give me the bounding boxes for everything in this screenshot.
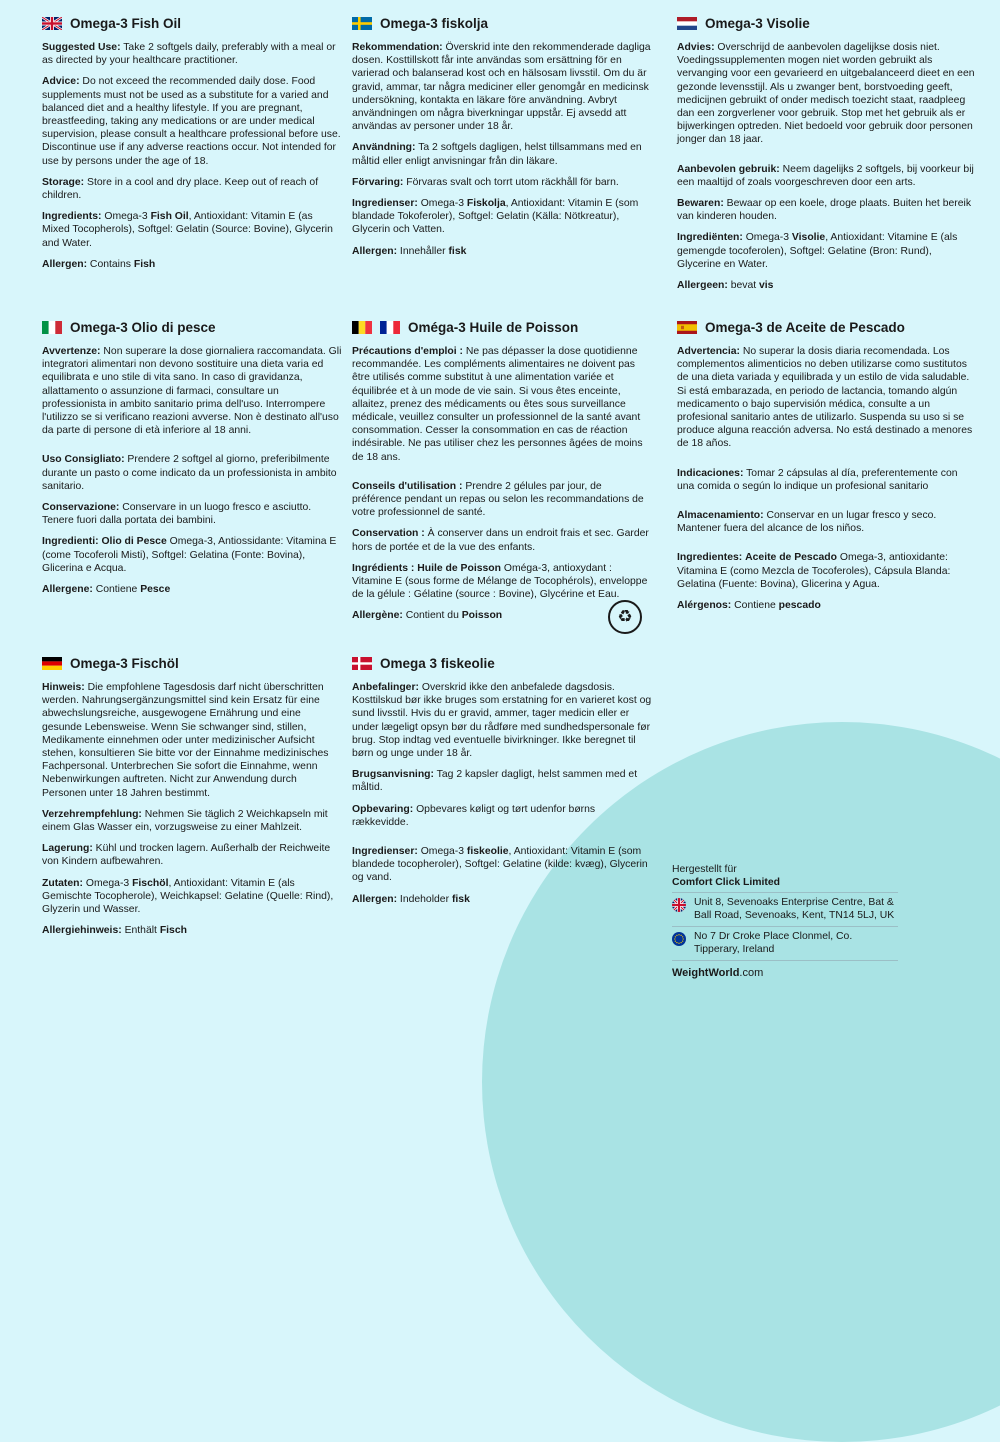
paragraph-text: Prendere 2 softgel al giorno, preferibilmente durante un pasto o come indicato da un professionista in ambito sanitario.	[42, 454, 337, 492]
paragraph-highlight: vis	[759, 280, 774, 292]
info-paragraph	[42, 842, 342, 868]
section-title	[352, 656, 652, 671]
section-title	[352, 16, 652, 31]
paragraph-highlight: Olio di Pesce	[101, 536, 167, 548]
spacer	[352, 472, 652, 480]
section-title-text: Omega-3 Olio di pesce	[70, 320, 216, 335]
section-en	[42, 16, 342, 279]
paragraph-text: No superar la dosis diaria recomendada. Los complementos alimenticios no deben utilizarse como sustitutos de una dieta variada y equilibrada y un estilo de vida saludable. Si está embarazada, en periodo de lactancia, tomando algún medicamento o bajo supervisión médica, consulte a un profesional sanitario antes de utilizarlo. Suspenda su uso si se produce alguna reacción adversa. No está destinado a menores de 18 años.	[677, 346, 973, 450]
paragraph-text: Nehmen Sie täglich 2 Weichkapseln mit einem Glas Wasser ein, vorzugsweise zu einer Mahlzeit.	[42, 808, 328, 834]
paragraph-prefix: Innehåller	[397, 245, 449, 257]
paragraph-text: Prendre 2 gélules par jour, de préférence pendant un repas ou selon les recommandations de votre professionnel de santé.	[352, 480, 644, 519]
paragraph-label: Allergiehinweis:	[42, 925, 122, 937]
paragraph-label: Conservation :	[352, 528, 425, 540]
paragraph-text: Tomar 2 cápsulas al día, preferentemente con una comida o según lo indique un profesional sanitario	[677, 467, 958, 492]
address-uk: Unit 8, Sevenoaks Enterprise Centre, Bat & Ball Road, Sevenoaks, Kent, TN14 5LJ, UK	[694, 897, 895, 921]
info-paragraph	[42, 41, 342, 67]
spain-flag-icon	[677, 321, 697, 334]
section-title	[42, 320, 342, 335]
section-title-text: Oméga-3 Huile de Poisson	[408, 320, 579, 335]
paragraph-label: Lagerung:	[42, 843, 93, 855]
paragraph-text: , Antioxidant: Vitamin E (som blandede tocopheroler), Softgel: Gelatine (kilde: kvæg), Glycerin og vand.	[352, 846, 648, 884]
info-paragraph	[42, 258, 342, 271]
denmark-flag-icon	[352, 657, 372, 670]
paragraph-label: Förvaring:	[352, 176, 404, 188]
paragraph-label: Allergène:	[352, 610, 403, 622]
italy-flag-icon	[42, 321, 62, 334]
paragraph-text: Omega-3, antioxidante: Vitamina E (como Mezcla de Tocoferoles), Cápsula Blanda: Gelatina (Fuente: Bovina), Glicerina y Agua.	[677, 552, 951, 590]
info-paragraph	[352, 527, 652, 553]
paragraph-text: Conservare in un luogo fresco e asciutto. Tenere fuori dalla portata dei bambini.	[42, 502, 312, 527]
paragraph-label: Advies:	[677, 42, 715, 53]
section-fr	[352, 320, 652, 631]
paragraph-label: Indicaciones:	[677, 467, 744, 479]
paragraph-prefix: Omega-3	[417, 846, 467, 858]
info-paragraph	[352, 768, 652, 794]
paragraph-label: Ingredienser:	[352, 846, 418, 858]
website-brand: WeightWorld	[672, 967, 740, 979]
paragraph-label: Ingrédients :	[352, 562, 415, 574]
spacer	[42, 445, 342, 453]
paragraph-label: Ingredienti:	[42, 536, 99, 548]
info-paragraph	[42, 535, 342, 575]
section-title-text: Omega-3 Fischöl	[70, 656, 179, 671]
section-title	[352, 320, 652, 335]
info-paragraph	[42, 210, 342, 250]
address-ie: No 7 Dr Croke Place Clonmel, Co. Tipperary, Ireland	[694, 931, 853, 955]
section-it	[42, 320, 342, 604]
manufacturer-block	[672, 864, 898, 980]
info-paragraph	[352, 245, 652, 258]
info-paragraph	[677, 163, 977, 189]
address-uk-row	[672, 893, 898, 927]
info-paragraph	[42, 924, 342, 937]
info-paragraph	[42, 501, 342, 527]
netherlands-flag-icon	[677, 17, 697, 30]
paragraph-highlight: Fiskolja	[466, 198, 506, 210]
section-title	[677, 16, 977, 31]
paragraph-label: Conservazione:	[42, 502, 120, 514]
paragraph-highlight: Pesce	[140, 584, 171, 596]
info-paragraph	[677, 279, 977, 292]
paragraph-text: Overschrijd de aanbevolen dagelijkse dosis niet. Voedingssupplementen mogen niet worden gebruikt als vervanging voor een gevarieerd en uitgebalanceerd dieet en een gezonde levensstijl. Als u zwanger bent, borstvoeding geeft, medicijnen gebruikt of onder medisch toezicht staat, raadpleeg dan een zorgverlener voor gebruik. Stop met het gebruik als er bijwerkingen optreden. Niet bedoeld voor gebruik door personen jonger dan 18 jaar.	[677, 42, 975, 146]
paragraph-text: À conserver dans un endroit frais et sec. Garder hors de portée et de la vue des enfants.	[352, 528, 649, 553]
paragraph-text: Omega-3, Antiossidante: Vitamina E (come Tocoferoli Misti), Softgel: Gelatina (Fonte: Bovina), Glicerina e Acqua.	[42, 536, 337, 574]
section-sv	[352, 16, 652, 266]
paragraph-prefix: Enthält	[121, 925, 160, 937]
section-title-text: Omega-3 Fish Oil	[70, 16, 182, 31]
paragraph-text: Take 2 softgels daily, preferably with a meal or as directed by your healthcare practitioner.	[42, 42, 336, 67]
info-paragraph	[42, 681, 342, 800]
section-title-text: Omega-3 de Aceite de Pescado	[705, 320, 905, 335]
paragraph-highlight: Visolie	[791, 232, 826, 244]
paragraph-label: Advice:	[42, 76, 80, 88]
paragraph-text: Neem dagelijks 2 softgels, bij voorkeur bij een maaltijd of zoals voorgeschreven door een arts.	[677, 163, 974, 188]
paragraph-label: Allergeen:	[677, 280, 728, 292]
paragraph-label: Advertencia:	[677, 346, 740, 357]
paragraph-highlight: Huile de Poisson	[417, 562, 501, 574]
info-paragraph	[42, 583, 342, 596]
info-paragraph	[677, 231, 977, 271]
paragraph-highlight: Fisch	[159, 925, 187, 937]
spacer	[677, 155, 977, 163]
paragraph-label: Conseils d'utilisation :	[352, 480, 463, 492]
paragraph-label: Verzehrempfehlung:	[42, 808, 142, 820]
paragraph-text: , Antioxidant: Vitamin E (som blandade Tokoferoler), Softgel: Gelatin (Källa: Nötkreatur), Glycerin och Vatten.	[352, 198, 639, 236]
paragraph-prefix: bevat	[727, 280, 760, 292]
info-paragraph	[677, 467, 977, 493]
info-paragraph	[352, 141, 652, 167]
paragraph-label: Rekommendation:	[352, 42, 443, 53]
paragraph-highlight: fiskeolie	[466, 846, 509, 858]
info-paragraph	[352, 41, 652, 133]
paragraph-label: Almacenamiento:	[677, 510, 764, 522]
paragraph-text: Do not exceed the recommended daily dose. Food supplements must not be used as a substitute for a varied and balanced diet and a healthy lifestyle. If you are pregnant, breastfeeding, taking any medications or are under medical supervision, please consult a healthcare professional before use. Discontinue use if any adverse reactions occur. Not intended for use by persons under the age of 18.	[42, 76, 341, 167]
paragraph-label: Storage:	[42, 176, 85, 188]
made-for-label: Hergestellt für	[672, 864, 737, 875]
info-paragraph	[42, 808, 342, 834]
paragraph-label: Allergen:	[352, 245, 398, 257]
info-paragraph	[352, 197, 652, 237]
paragraph-prefix: Contains	[87, 258, 134, 270]
paragraph-text: Kühl und trocken lagern. Außerhalb der Reichweite von Kindern aufbewahren.	[42, 843, 331, 868]
paragraph-highlight: fisk	[451, 893, 470, 905]
spacer	[677, 459, 977, 467]
info-paragraph	[42, 176, 342, 202]
paragraph-label: Bewaren:	[677, 198, 724, 210]
info-paragraph	[352, 803, 652, 829]
paragraph-label: Ingredienser:	[352, 198, 418, 210]
section-title	[677, 320, 977, 335]
paragraph-label: Användning:	[352, 142, 416, 154]
info-paragraph	[352, 562, 652, 602]
section-de	[42, 656, 342, 945]
website	[672, 961, 898, 980]
paragraph-label: Anbefalinger:	[352, 682, 419, 693]
section-es	[677, 320, 977, 620]
paragraph-label: Allergene:	[42, 584, 93, 596]
section-title-text: Omega-3 Visolie	[705, 16, 810, 31]
info-paragraph	[352, 845, 652, 885]
paragraph-label: Allergen:	[352, 893, 398, 905]
paragraph-highlight: Poisson	[461, 610, 503, 622]
paragraph-prefix: Indeholder	[397, 893, 452, 905]
paragraph-highlight: Aceite de Pescado	[745, 552, 837, 564]
info-paragraph	[42, 877, 342, 917]
paragraph-prefix: Omega-3	[82, 877, 133, 889]
paragraph-prefix: Contiene	[92, 584, 141, 596]
paragraph-label: Brugsanvisning:	[352, 769, 434, 781]
paragraph-label: Allergen:	[42, 258, 88, 270]
paragraph-text: Non superare la dose giornaliera raccomandata. Gli integratori alimentari non devono sostituire una dieta varia ed equilibrata e uno stile di vita sano. In caso di gravidanza, allattamento o assunzione di farmaci, consultare un professionista in ambito sanitario prima dell'uso. Interrompere l'utilizzo se si verificano reazioni avverse. Non è destinato all'uso da parte di persone di età inferiore al 18 anni.	[42, 346, 342, 437]
paragraph-label: Ingredientes:	[677, 552, 743, 564]
info-paragraph	[352, 176, 652, 189]
paragraph-prefix: Omega-3	[417, 198, 467, 210]
paragraph-highlight: pescado	[778, 600, 821, 612]
uk-flag-icon	[42, 17, 62, 30]
spacer	[352, 837, 652, 845]
paragraph-prefix: Omega-3	[742, 232, 792, 244]
info-paragraph	[677, 509, 977, 535]
paragraph-label: Avvertenze:	[42, 346, 101, 357]
paragraph-text: Ta 2 softgels dagligen, helst tillsammans med en måltid eller enligt anvisningar från din läkare.	[352, 142, 642, 167]
company-name: Comfort Click Limited	[672, 877, 898, 894]
section-title-text: Omega 3 fiskeolie	[380, 656, 495, 671]
paragraph-label: Ingredients:	[42, 211, 102, 223]
paragraph-label: Précautions d'emploi :	[352, 346, 464, 357]
paragraph-label: Hinweis:	[42, 682, 85, 693]
paragraph-highlight: Fish Oil	[150, 211, 189, 223]
paragraph-prefix: Contiene	[731, 600, 779, 612]
section-nl	[677, 16, 977, 300]
paragraph-label: Uso Consigliato:	[42, 454, 125, 466]
info-paragraph	[677, 41, 977, 147]
paragraph-label: Suggested Use:	[42, 42, 121, 53]
paragraph-text: , Antioxidant: Vitamin E (als Gemischte Tocopherole), Weichkapsel: Gelatine (Quelle: Rind), Glyzerin und Wasser.	[42, 877, 334, 916]
uk-flag-icon	[672, 898, 686, 912]
paragraph-prefix: Omega-3	[101, 211, 151, 223]
paragraph-text: Store in a cool and dry place. Keep out of reach of children.	[42, 176, 319, 202]
section-title-text: Omega-3 fiskolja	[380, 16, 489, 31]
paragraph-prefix: Contient du	[402, 610, 462, 622]
recycle-person-icon: ♻	[608, 600, 642, 634]
paragraph-text: Oméga-3, antioxydant : Vitamine E (sous forme de Mélange de Tocophérols), enveloppe de la gélule : Gélatine (source : Bovine), Glycérine et Eau.	[352, 562, 648, 601]
paragraph-text: Bewaar op een koele, droge plaats. Buiten het bereik van kinderen houden.	[677, 198, 972, 223]
paragraph-highlight: Fischöl	[132, 877, 169, 889]
paragraph-label: Alérgenos:	[677, 600, 732, 612]
paragraph-highlight: Fish	[133, 258, 156, 270]
info-paragraph	[352, 609, 652, 622]
belgium-flag-icon	[352, 321, 372, 334]
paragraph-highlight: fisk	[448, 245, 467, 257]
info-paragraph	[42, 453, 342, 493]
sweden-flag-icon	[352, 17, 372, 30]
info-paragraph	[42, 345, 342, 437]
website-domain: .com	[739, 967, 764, 979]
paragraph-label: Ingrediënten:	[677, 232, 743, 244]
paragraph-text: Conservar en un lugar fresco y seco. Mantener fuera del alcance de los niños.	[677, 510, 937, 535]
paragraph-text: , Antioxidant: Vitamin E (as Mixed Tocopherols), Softgel: Gelatin (Source: Bovine), Glycerin and Water.	[42, 211, 333, 249]
paragraph-text: Die empfohlene Tagesdosis darf nicht überschritten werden. Nahrungsergänzungsmittel sind kein Ersatz für eine abwechslungsreiche, ausgewogene Ernährung und eine gesunde Lebensweise. Wenn Sie schwanger sind, stillen, Medikamente einnehmen oder unter medizinischer Aufsicht stehen, konsultieren Sie bitte vor der Einnahme medizinisches Fachpersonal. Unterbrechen Sie sofort die Einnahme, wenn Nebenwirkungen auftreten. Nicht zur Anwendung durch Personen unter 18 Jahren bestimmt.	[42, 682, 329, 799]
info-paragraph	[352, 681, 652, 760]
paragraph-text: Tag 2 kapsler dagligt, helst sammen med et måltid.	[352, 769, 638, 794]
address-ie-row	[672, 927, 898, 961]
section-title	[42, 656, 342, 671]
germany-flag-icon	[42, 657, 62, 670]
section-da	[352, 656, 652, 914]
info-paragraph	[352, 893, 652, 906]
paragraph-label: Aanbevolen gebruik:	[677, 163, 780, 175]
paragraph-text: , Antioxidant: Vitamine E (als gemengde tocoferolen), Softgel: Gelatine (Bron: Rund), Glycerine en Water.	[677, 232, 958, 270]
info-paragraph	[677, 599, 977, 612]
spacer	[677, 543, 977, 551]
info-paragraph	[42, 75, 342, 167]
paragraph-text: Overskrid ikke den anbefalede dagsdosis. Kosttilskud bør ikke bruges som erstatning for en varieret kost og sund livsstil. Hvis du er gravid, ammer, tager medicin eller er under lægeligt opsyn bør du rådføre med sundhedspersonale før brug. Stop indtag ved eventuelle bivirkninger. Ikke beregnet til børn og unge under 18 år.	[352, 682, 652, 760]
spacer	[677, 501, 977, 509]
info-paragraph	[677, 197, 977, 223]
section-title	[42, 16, 342, 31]
paragraph-text: Förvaras svalt och torrt utom räckhåll för barn.	[403, 176, 619, 188]
france-flag-icon	[380, 321, 400, 334]
paragraph-label: Opbevaring:	[352, 803, 414, 815]
eu-flag-icon	[672, 932, 686, 946]
info-paragraph	[677, 551, 977, 591]
paragraph-text: Överskrid inte den rekommenderade dagliga dosen. Kosttillskott får inte användas som ersättning för en varierad och balanserad kost och en hälsosam livsstil. Om du är gravid, ammar, tar några mediciner eller genomgår en medicinsk undersökning, kontakta en läkare före användning. Avbryt användningen om några biverkningar uppstår. Ej avsedd att användas av personer under 18 år.	[352, 42, 651, 133]
paragraph-label: Zutaten:	[42, 877, 83, 889]
info-paragraph	[677, 345, 977, 451]
info-paragraph	[352, 345, 652, 464]
info-paragraph	[352, 480, 652, 520]
paragraph-text: Ne pas dépasser la dose quotidienne recommandée. Les compléments alimentaires ne doivent pas être utilisés comme substitut à une alimentation variée et équilibrée et à un mode de vie sain. Si vous êtes enceinte, allaitez, prenez des médicaments ou êtes sous surveillance médicale, veuillez consulter un professionnel de la santé avant consommation. Cesser la consommation en cas de réaction indésirable. Ne pas utiliser chez les personnes âgées de moins de 18 ans.	[352, 346, 643, 463]
paragraph-text: Opbevares køligt og tørt udenfor børns rækkevidde.	[352, 803, 596, 828]
